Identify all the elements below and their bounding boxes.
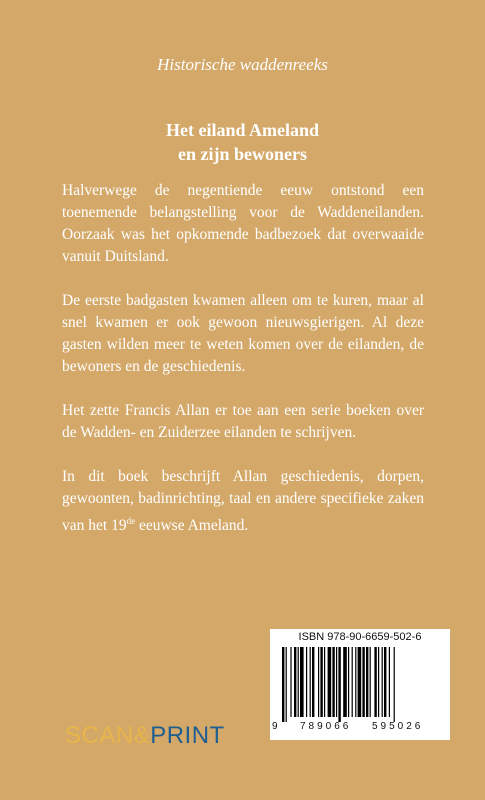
barcode-digits-right: 595026 [372, 721, 424, 732]
logo-part-2: PRINT [150, 722, 225, 749]
paragraph: Halverwege de negentiende eeuw ontstond een toenemende belangstelling voor de Waddeneilanden. Oorzaak was het opkomende badbezoek dat overwaaide vanuit Duitsland. [62, 182, 424, 265]
paragraph: De eerste badgasten kwamen alleen om te kuren, maar al snel kwamen er ook gewoon nieuwsgierigen. Al deze gasten wilden meer te weten komen over de eilanden, de bewoners en de geschiedenis. [62, 292, 424, 375]
barcode-bar [300, 647, 304, 717]
barcode-bar [298, 647, 299, 717]
barcode-bar [306, 647, 307, 717]
barcode-bar [394, 647, 395, 722]
barcode-bar [310, 647, 311, 717]
barcode-bar [366, 647, 368, 717]
barcode-bar [282, 647, 284, 722]
barcode-bar [312, 647, 314, 717]
barcode-bar [389, 647, 390, 717]
barcode-bar [355, 647, 356, 717]
barcode-digit-first: 9 [272, 721, 278, 732]
paragraph-text-end: eeuwse Ameland. [135, 517, 249, 535]
barcode-bar [336, 647, 337, 717]
barcode-bars [282, 647, 442, 722]
barcode-bar [294, 647, 296, 717]
blurb [62, 180, 424, 559]
barcode-bar [384, 647, 386, 717]
logo-part-1: SCAN [65, 722, 134, 749]
paragraph: Het zette Francis Allan er toe aan een serie boeken over de Wadden- en Zuiderzee eilanden te schrijven. [62, 402, 424, 441]
logo-ampersand: & [133, 722, 151, 749]
barcode [270, 629, 450, 740]
book-title [0, 118, 485, 166]
barcode-bar [338, 647, 340, 722]
barcode-bar [286, 647, 287, 722]
barcode-bar [343, 647, 347, 717]
barcode-bar [362, 647, 364, 717]
barcode-digits-left: 789066 [300, 721, 352, 732]
paragraph-text: In dit boek beschrijft Allan geschiedenis, dorpen, gewoonten, badinrichting, taal en andere specifieke zaken van het 19 [62, 468, 424, 535]
barcode-bar [290, 647, 291, 717]
title-line-1: Het eiland Ameland [165, 120, 319, 140]
publisher-logo [65, 722, 225, 750]
isbn-label: ISBN 978-90-6659-502-6 [298, 631, 422, 643]
barcode-bar [358, 647, 362, 717]
barcode-bar [352, 647, 353, 717]
barcode-bar [374, 647, 376, 717]
superscript: de [126, 516, 136, 526]
barcode-bar [324, 647, 325, 717]
barcode-bar [378, 647, 379, 717]
barcode-bar [320, 647, 322, 717]
series-title: Historische waddenreeks [157, 55, 328, 74]
barcode-bar [332, 647, 334, 717]
barcode-bar [370, 647, 371, 717]
barcode-bar [328, 647, 332, 717]
paragraph-last [62, 466, 424, 537]
barcode-bar [318, 647, 319, 717]
title-line-2: en zijn bewoners [178, 144, 307, 164]
barcode-bar [382, 647, 383, 717]
barcode-bar [348, 647, 349, 717]
